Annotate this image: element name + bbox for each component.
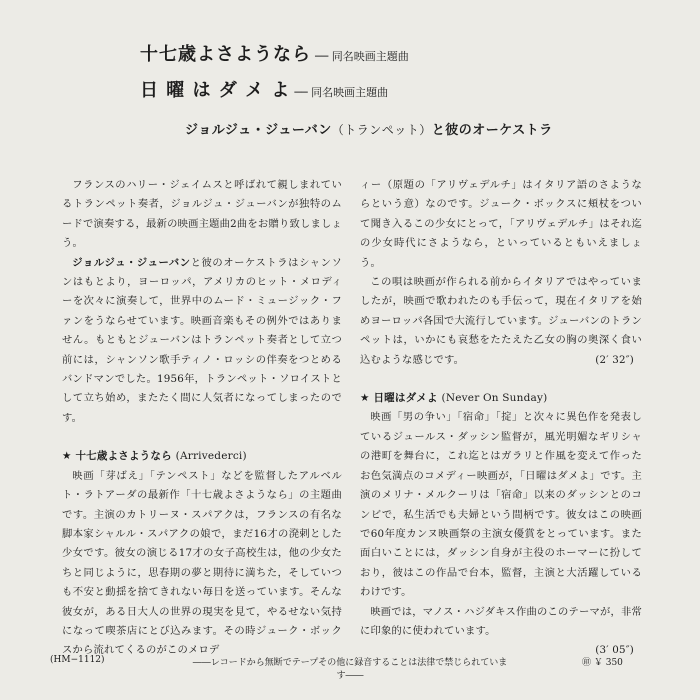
price-label: ㊞ ￥ 350 — [582, 658, 623, 668]
song1-duration: (2′ 32″) — [595, 353, 634, 366]
spacer — [62, 428, 342, 447]
footer — [0, 655, 700, 681]
copyright-notice: ――レコードから無断でテープその他に録音することは法律で禁じられています―― — [192, 658, 508, 681]
song2-description: 映画「男の争い」「宿命」「掟」と次々に異色作を発表しているジュールス・ダッシン監督が，風光明媚なギリシャの港町を舞台に，これ迄とはガラリと作風を変えて作ったお色気満点のコメディー映画が，「日曜はダメよ」です。主演のメリナ・メルクーリは「宿命」以来のダッシンとのコンビで，私生活でも夫婦という間柄です。彼女はこの映画で60年度カンヌ映画祭の主演女優賞をとっています。また面白いことには，ダッシン自身が主役のホーマーに扮しており，彼はこの作品で台本，監督，主演と大活躍しているわけです。 — [360, 411, 642, 599]
star-icon: ★ — [62, 450, 72, 463]
title-block — [140, 40, 580, 112]
star-icon: ★ — [360, 392, 370, 405]
spacer — [360, 370, 642, 389]
left-column — [62, 176, 342, 661]
song-title-1: 十七歳よさようなら — [140, 44, 311, 65]
right-column — [360, 176, 642, 661]
artist-instrument: （トランペット） — [331, 123, 432, 137]
song1-popularity — [360, 273, 642, 370]
song-heading-2 — [360, 389, 642, 408]
artist-name: ジョルジュ・ジューバン — [185, 123, 332, 138]
catalog-number: (HM−1112) — [50, 655, 105, 665]
song-heading-2-title: 日曜はダメよ — [373, 392, 438, 405]
song-subtitle-1: ── 同名映画主題曲 — [315, 50, 409, 63]
song2-duration: (3′ 05″) — [595, 644, 634, 657]
title-line-2 — [140, 76, 580, 112]
song1-popularity-text: この唄は映画が作られる前からイタリアではやっていましたが，映画で歌われたのも手伝って，現在イタリアを始めヨーロッパ各国で大流行しています。ジューバンのトランペットは，いかにも哀愁をたたえた乙女の胸の奥深く食い込むような感じです。 — [360, 276, 642, 366]
artist-paragraph-text: と彼のオーケストラはシャンソンはもとより，ヨーロッパ，アメリカのヒット・メロディーを次々に演奏して，世界中のムード・ミュージック・ファンをうならせています。映画音楽もその例外ではありません。もともとジューバンはトランペット奏者として立つ前には，シャンソン歌手ティノ・ロッシの伴奏をつとめるバンドマンでした。1956年，トランペット・ソロイストとして立ち始め，またたく間に人気者になってしまったのです。 — [62, 256, 343, 424]
song-heading-1 — [62, 447, 342, 466]
song1-description: 映画「芽ばえ」「テンペスト」などを監督したアルベルト・ラトアーダの最新作「十七歳よさようなら」の主題曲です。主演のカトリーヌ・スパアクは，フランスの有名な脚本家シャルル・スパアクの娘で，まだ16才の溌剌とした少女です。彼女の演じる17才の女子高校生は，他の少女たちと同じように，思春期の夢と期待に満ちた，そしていつも不安と動揺を捨てきれない毎日を送っています。そんな彼女が，ある日大人の世界の現実を見て，やるせない気持になって喫茶店にとび込みます。その時ジューク・ボックスから流れてくるのがこのメロデ — [62, 469, 342, 657]
artist-paragraph — [62, 254, 342, 429]
artist-name-bold: ジョルジュ・ジューバン — [72, 256, 191, 269]
song2-theme-note: 映画では，マノス・ハジダキス作曲のこのテーマが，非常に印象的に使われています。 — [360, 605, 642, 637]
intro-paragraph: フランスのハリー・ジェイムスと呼ばれて親しまれているトランペット奏者，ジョルジュ・ジューバンが独特のムードで演奏する，最新の映画主題曲2曲をお贈り致しましょう。 — [62, 179, 342, 250]
artist-line — [185, 119, 645, 138]
title-line-1 — [140, 40, 580, 76]
song1-description-cont: ィー（原題の「アリヴェデルチ」はイタリア語のさようならという意）なのです。ジューク・ボックスに頬杖をついて聞き入るこの少女にとって，「アリヴェデルチ」はそれ迄の少女時代にさようなら，といっているともいえましょう。 — [360, 179, 642, 269]
song-subtitle-2: ── 同名映画主題曲 — [294, 86, 389, 99]
song-heading-2-english: (Never On Sunday) — [441, 392, 548, 405]
song-heading-1-title: 十七歳よさようなら — [75, 450, 172, 463]
song-title-2: 日 曜 は ダ メ よ — [140, 80, 291, 101]
artist-suffix: と彼のオーケストラ — [431, 123, 553, 138]
song-heading-1-english: (Arrivederci) — [175, 450, 247, 463]
